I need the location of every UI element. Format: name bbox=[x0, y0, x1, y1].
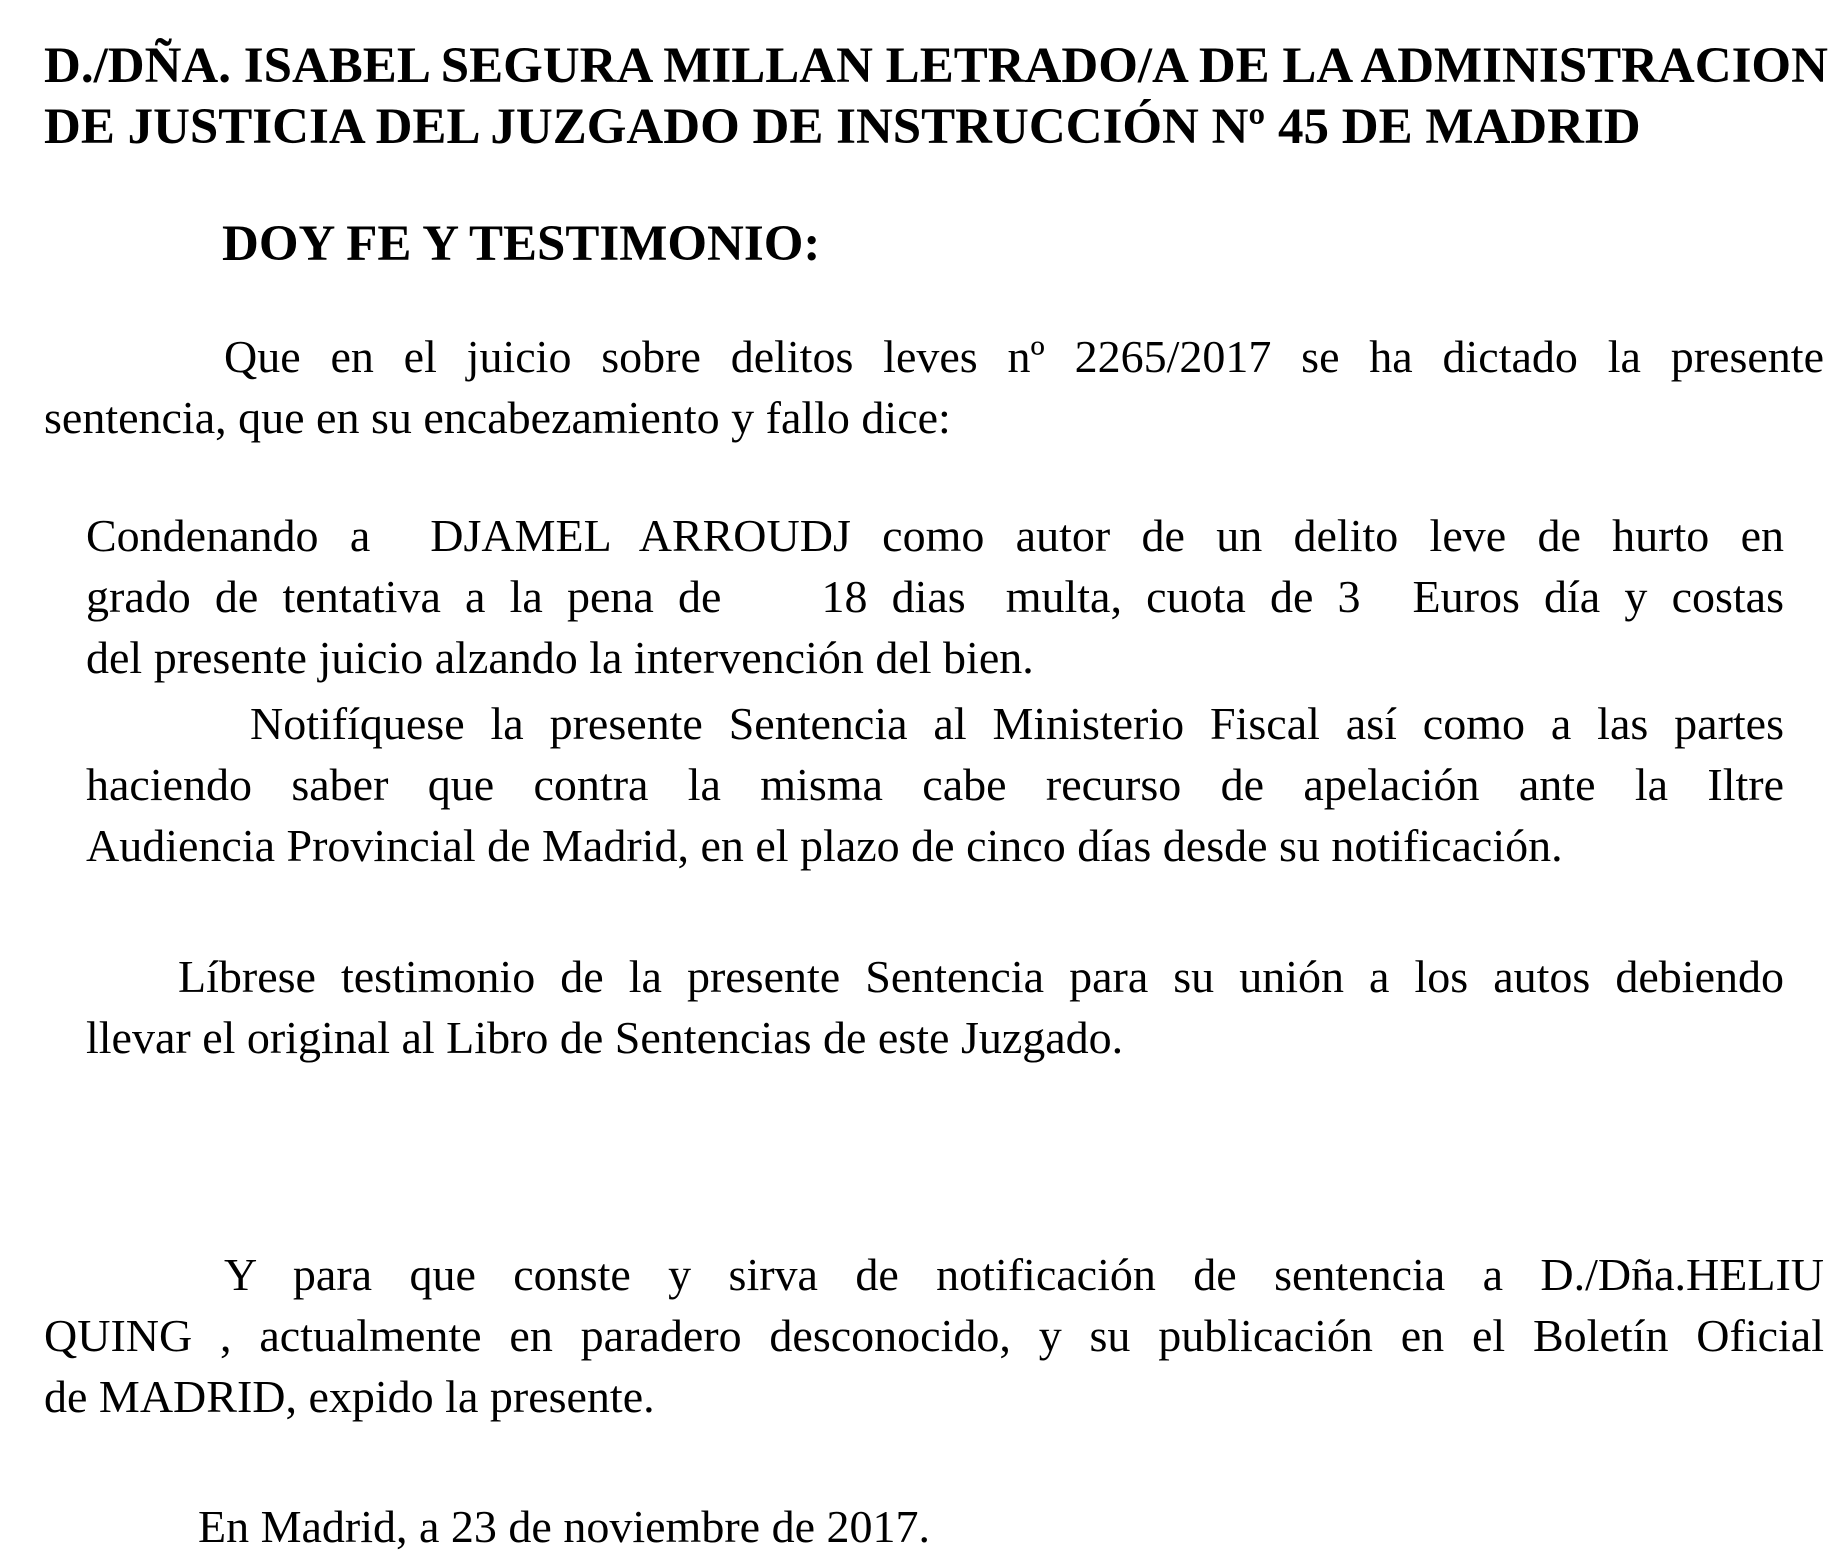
document-subheading: DOY FE Y TESTIMONIO: bbox=[222, 216, 821, 272]
fallo-line-3: del presente juicio alzando la intervención del bien. bbox=[86, 632, 1034, 683]
fallo-defendant-text: DJAMEL ARROUDJ como autor de un delito leve de hurto en bbox=[430, 510, 1784, 561]
heading-line-2: DE JUSTICIA DEL JUZGADO DE INSTRUCCIÓN Nº 45 DE MADRID bbox=[44, 99, 1641, 155]
fallo-condenando-text: Condenando a bbox=[86, 510, 371, 561]
librese-paragraph bbox=[86, 946, 1784, 1068]
notificacion-line-1: Notifíquese la presente Sentencia al Ministerio Fiscal así como a las partes bbox=[250, 698, 1784, 749]
fallo-pena-text: grado de tentativa a la pena de bbox=[86, 571, 722, 622]
conste-line-3: de MADRID, expido la presente. bbox=[44, 1371, 655, 1422]
fallo-line-1 bbox=[86, 505, 1784, 566]
fallo-multa-text: multa, cuota de 3 bbox=[1005, 571, 1361, 622]
heading-line-1: D./DÑA. ISABEL SEGURA MILLAN LETRADO/A DE LA ADMINISTRACION bbox=[44, 38, 1828, 94]
date-line: En Madrid, a 23 de noviembre de 2017. bbox=[198, 1501, 930, 1552]
intro-line-2: sentencia, que en su encabezamiento y fallo dice: bbox=[44, 392, 951, 443]
conste-line-1: Y para que conste y sirva de notificación de sentencia a D./Dña.HELIU bbox=[224, 1249, 1824, 1300]
fallo-paragraph bbox=[86, 505, 1784, 688]
fallo-line-2 bbox=[86, 566, 1784, 627]
conste-line-2: QUING , actualmente en paradero desconocido, y su publicación en el Boletín Oficial bbox=[44, 1310, 1824, 1361]
notificacion-line-3: Audiencia Provincial de Madrid, en el plazo de cinco días desde su notificación. bbox=[86, 820, 1563, 871]
librese-line-1: Líbrese testimonio de la presente Sentencia para su unión a los autos debiendo bbox=[178, 951, 1784, 1002]
notificacion-paragraph bbox=[86, 693, 1784, 876]
intro-line-1: Que en el juicio sobre delitos leves nº 2265/2017 se ha dictado la presente bbox=[224, 331, 1824, 382]
librese-line-2: llevar el original al Libro de Sentencias de este Juzgado. bbox=[86, 1012, 1124, 1063]
conste-paragraph bbox=[44, 1244, 1824, 1427]
notificacion-line-2: haciendo saber que contra la misma cabe recurso de apelación ante la Iltre bbox=[86, 759, 1784, 810]
fallo-days-text: 18 dias bbox=[821, 571, 966, 622]
fallo-euros-text: Euros día y costas bbox=[1412, 571, 1784, 622]
document-heading bbox=[44, 36, 1828, 158]
intro-paragraph bbox=[44, 326, 1824, 448]
